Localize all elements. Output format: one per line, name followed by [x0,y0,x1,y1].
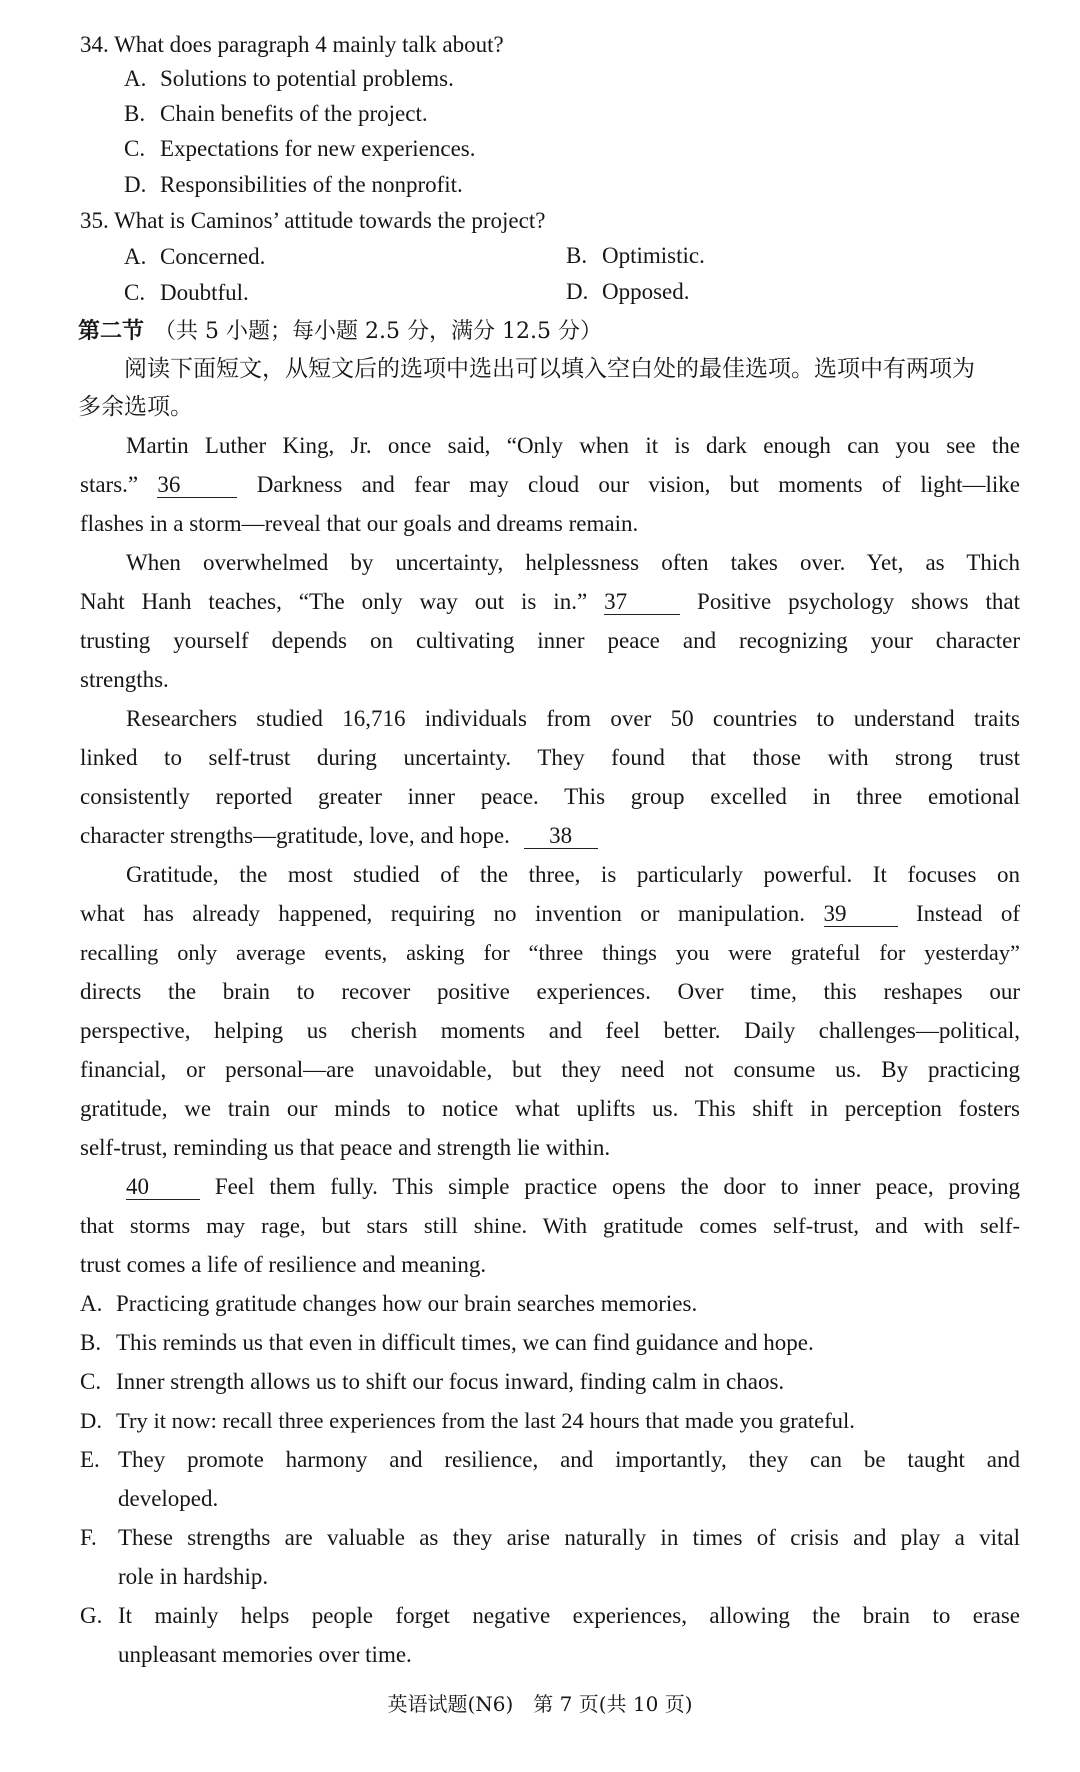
choice-g-line2: unpleasant memories over time. [118,1642,412,1667]
blank-40[interactable]: 40 [126,1175,200,1200]
choice-f-line1: These strengths are valuable as they arise naturally in times of crisis and play a vital [118,1525,1020,1550]
passage-p1-line1: Martin Luther King, Jr. once said, “Only when it is dark enough can you see the [126,433,1020,458]
section-instruction-line2: 多余选项。 [78,394,193,420]
choice-d: D. Try it now: recall three experiences from the last 24 hours that made you grateful. [80,1408,855,1433]
passage-p2-line3: trusting yourself depends on cultivating inner peace and recognizing your character [80,628,1020,653]
q34-option-c: C. Expectations for new experiences. [124,136,476,161]
passage-p4-line3: recalling only average events, asking for “three things you were grateful for yesterday” [80,940,1020,965]
question-number: 35. [80,208,109,233]
section-header [78,316,602,347]
passage-p2-line1: When overwhelmed by uncertainty, helplessness often takes over. Yet, as Thich [126,550,1020,575]
section-title: 第二节 [78,318,145,344]
passage-p4-line6: financial, or personal—are unavoidable, but they need not consume us. By practicing [80,1057,1020,1082]
q35-option-b: B. Optimistic. [566,243,705,268]
passage-p3-line3: consistently reported greater inner peace. This group excelled in three emotional [80,784,1020,809]
passage-p1-line2: stars.” 36 Darkness and fear may cloud our vision, but moments of light—like [80,472,1021,497]
passage-p5-line3: trust comes a life of resilience and meaning. [80,1252,487,1277]
choice-e-letter: E. [80,1447,100,1472]
q35-option-d: D. Opposed. [566,279,690,304]
section-scoring: （共 5 小题；每小题 2.5 分，满分 12.5 分） [154,319,602,344]
choice-g-line1: It mainly helps people forget negative experiences, allowing the brain to erase [118,1603,1020,1628]
choice-b: B. This reminds us that even in difficult times, we can find guidance and hope. [80,1330,814,1355]
q34-option-d: D. Responsibilities of the nonprofit. [124,172,463,197]
passage-p3-line1: Researchers studied 16,716 individuals from over 50 countries to understand traits [126,706,1020,731]
choice-g-letter: G. [80,1603,103,1628]
question-34-stem [80,30,504,60]
q35-option-c: C. Doubtful. [124,280,249,305]
passage-p2-line4: strengths. [80,667,169,692]
passage-p4-line5: perspective, helping us cherish moments and feel better. Daily challenges—political, [80,1018,1020,1043]
choice-e-line2: developed. [118,1486,219,1511]
blank-37[interactable]: 37 [604,590,680,615]
choice-c: C. Inner strength allows us to shift our focus inward, finding calm in chaos. [80,1369,785,1394]
passage-p2-line2: Naht Hanh teaches, “The only way out is in.” 37 Positive psychology shows that [80,589,1021,614]
question-35-stem [80,206,545,236]
choice-f-line2: role in hardship. [118,1564,269,1589]
passage-p4-line8: self-trust, reminding us that peace and strength lie within. [80,1135,611,1160]
q34-option-b: B. Chain benefits of the project. [124,101,428,126]
passage-p4-line4: directs the brain to recover positive experiences. Over time, this reshapes our [80,979,1020,1004]
blank-39[interactable]: 39 [824,902,898,927]
choice-a: A. Practicing gratitude changes how our brain searches memories. [80,1291,698,1316]
passage-p4-line2: what has already happened, requiring no invention or manipulation. 39 Instead of [80,901,1021,926]
choice-e-line1: They promote harmony and resilience, and importantly, they can be taught and [118,1447,1020,1472]
question-number: 34. [80,32,109,57]
passage-p4-line7: gratitude, we train our minds to notice what uplifts us. This shift in perception fosters [80,1096,1020,1121]
passage-p1-line3: flashes in a storm—reveal that our goals and dreams remain. [80,511,639,536]
blank-36[interactable]: 36 [157,473,237,498]
section-instruction-line1: 阅读下面短文，从短文后的选项中选出可以填入空白处的最佳选项。选项中有两项为 [124,356,975,382]
q35-option-a: A. Concerned. [124,244,266,269]
passage-p5-line2: that storms may rage, but stars still shine. With gratitude comes self-trust, and with self- [80,1213,1020,1238]
question-text: What does paragraph 4 mainly talk about? [114,32,504,57]
passage-p3-line2: linked to self-trust during uncertainty. They found that those with strong trust [80,745,1020,770]
passage-p5-line1: 40 Feel them fully. This simple practice opens the door to inner peace, proving [126,1174,1021,1199]
q34-option-a: A. Solutions to potential problems. [124,66,454,91]
passage-p3-line4: character strengths—gratitude, love, and hope. 38 [80,821,598,851]
blank-38[interactable]: 38 [524,824,598,849]
passage-p4-line1: Gratitude, the most studied of the three, is particularly powerful. It focuses on [126,862,1020,887]
page-footer: 英语试题(N6) 第 7 页(共 10 页) [387,1692,693,1716]
choice-f-letter: F. [80,1525,97,1550]
question-text: What is Caminos’ attitude towards the project? [114,208,546,233]
